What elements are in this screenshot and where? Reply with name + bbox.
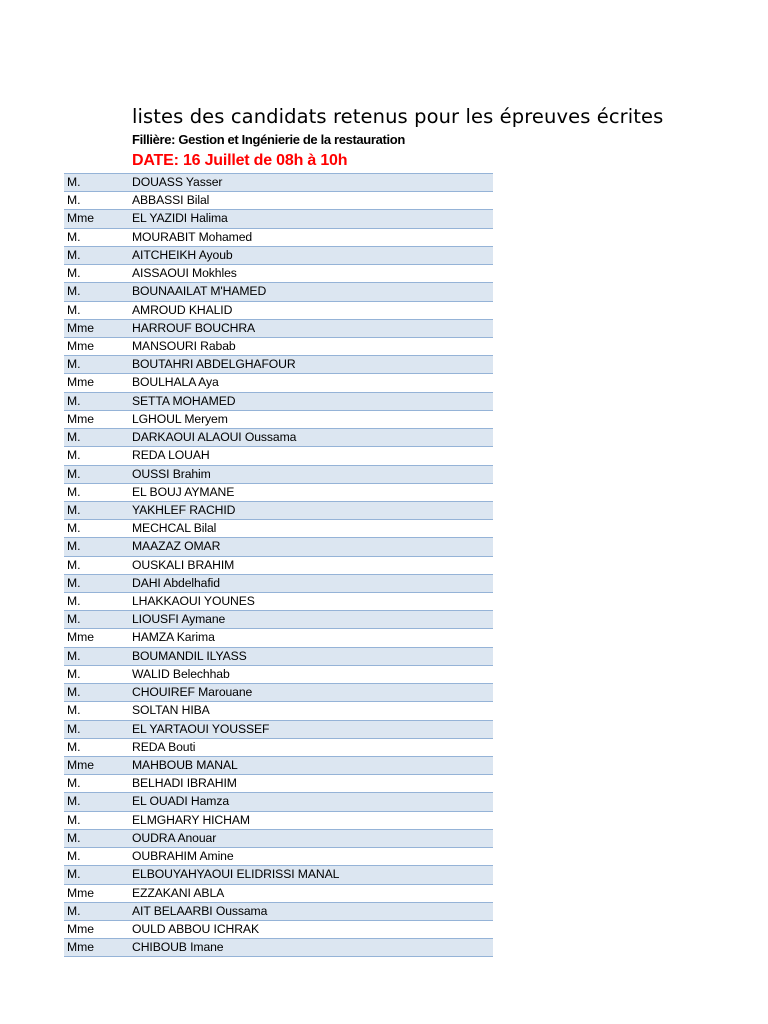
- candidate-name: SOLTAN HIBA: [132, 703, 210, 718]
- table-row: [64, 374, 493, 392]
- table-row: [64, 484, 493, 502]
- candidate-name: DOUASS Yasser: [132, 175, 223, 189]
- table-row: [64, 229, 493, 247]
- table-row: [64, 447, 493, 465]
- exam-date: DATE: 16 Juillet de 08h à 10h: [132, 152, 348, 169]
- candidate-name: BOUTAHRI ABDELGHAFOUR: [132, 357, 296, 372]
- candidate-name: ABBASSI Bilal: [132, 193, 210, 208]
- candidate-civility: Mme: [67, 885, 95, 900]
- candidate-name: EL YAZIDI Halima: [132, 211, 228, 226]
- table-row: [64, 757, 493, 775]
- candidate-civility: M.: [67, 502, 81, 517]
- candidate-civility: M.: [67, 666, 81, 681]
- candidate-name: AITCHEIKH Ayoub: [132, 247, 233, 262]
- candidate-civility: Mme: [67, 940, 95, 955]
- candidate-civility: M.: [67, 302, 81, 317]
- candidate-name: BOUNAAILAT M'HAMED: [132, 284, 267, 299]
- table-row: [64, 648, 493, 666]
- candidate-name: BOUMANDIL ILYASS: [132, 648, 247, 663]
- candidate-name: MOURABIT Mohamed: [132, 229, 253, 244]
- candidate-civility: M.: [67, 247, 81, 262]
- candidate-name: MANSOURI Rabab: [132, 338, 236, 353]
- candidate-civility: Mme: [67, 921, 95, 936]
- table-row: [64, 302, 493, 320]
- program-subtitle: Fillière: Gestion et Ingénierie de la restauration: [132, 132, 405, 147]
- table-row: [64, 611, 493, 629]
- candidate-civility: M.: [67, 739, 81, 754]
- candidate-civility: M.: [67, 193, 81, 208]
- table-row: [64, 557, 493, 575]
- candidate-name: REDA Bouti: [132, 739, 196, 754]
- candidate-name: AIT BELAARBI Oussama: [132, 903, 268, 918]
- candidate-civility: Mme: [67, 375, 95, 390]
- candidate-name: CHOUIREF Marouane: [132, 685, 253, 700]
- candidate-civility: M.: [67, 448, 81, 463]
- table-row: [64, 939, 493, 957]
- table-row: [64, 174, 493, 192]
- table-row: [64, 793, 493, 811]
- candidate-civility: M.: [67, 594, 81, 609]
- candidate-name: OUSKALI BRAHIM: [132, 557, 235, 572]
- candidate-name: MAHBOUB MANAL: [132, 758, 238, 772]
- candidate-civility: M.: [67, 648, 81, 663]
- table-row: [64, 502, 493, 520]
- candidate-civility: Mme: [67, 411, 95, 426]
- table-row: [64, 575, 493, 593]
- candidate-name: BELHADI IBRAHIM: [132, 776, 237, 791]
- candidate-civility: M.: [67, 685, 81, 700]
- candidate-name: LHAKKAOUI YOUNES: [132, 594, 255, 609]
- candidate-name: LGHOUL Meryem: [132, 411, 228, 426]
- table-row: [64, 192, 493, 210]
- table-row: [64, 466, 493, 484]
- table-row: [64, 593, 493, 611]
- candidate-name: REDA LOUAH: [132, 448, 210, 463]
- candidate-name: MECHCAL Bilal: [132, 521, 217, 536]
- table-row: [64, 210, 493, 228]
- table-row: [64, 320, 493, 338]
- table-row: [64, 629, 493, 647]
- candidate-name: HAMZA Karima: [132, 630, 215, 645]
- table-row: [64, 721, 493, 739]
- candidate-name: ELBOUYAHYAOUI ELIDRISSI MANAL: [132, 867, 340, 882]
- candidate-civility: M.: [67, 830, 81, 845]
- table-row: [64, 830, 493, 848]
- candidate-name: DAHI Abdelhafid: [132, 575, 220, 590]
- table-row: [64, 848, 493, 866]
- candidate-name: EL YARTAOUI YOUSSEF: [132, 721, 270, 736]
- candidate-civility: M.: [67, 867, 81, 882]
- candidate-civility: M.: [67, 721, 81, 736]
- candidate-name: LIOUSFI Aymane: [132, 612, 226, 627]
- candidate-name: BOULHALA Aya: [132, 375, 219, 390]
- table-row: [64, 283, 493, 301]
- candidate-civility: M.: [67, 466, 81, 481]
- table-row: [64, 885, 493, 903]
- table-row: [64, 702, 493, 720]
- candidate-civility: M.: [67, 284, 81, 299]
- table-row: [64, 666, 493, 684]
- candidate-name: OULD ABBOU ICHRAK: [132, 921, 259, 936]
- candidate-civility: M.: [67, 430, 81, 445]
- table-row: [64, 520, 493, 538]
- table-row: [64, 411, 493, 429]
- candidate-name: EL OUADI Hamza: [132, 794, 230, 809]
- candidate-name: CHIBOUB Imane: [132, 940, 224, 955]
- candidate-name: OUSSI Brahim: [132, 466, 211, 481]
- candidate-name: WALID Belechhab: [132, 666, 230, 681]
- candidate-civility: M.: [67, 794, 81, 809]
- candidate-name: OUBRAHIM Amine: [132, 849, 234, 864]
- table-row: [64, 538, 493, 556]
- table-row: [64, 921, 493, 939]
- candidate-civility: M.: [67, 557, 81, 572]
- candidate-name: OUDRA Anouar: [132, 830, 217, 845]
- candidate-name: DARKAOUI ALAOUI Oussama: [132, 430, 297, 445]
- page-title: listes des candidats retenus pour les épreuves écrites: [132, 105, 664, 128]
- candidate-civility: M.: [67, 393, 81, 408]
- candidate-civility: M.: [67, 229, 81, 244]
- candidate-civility: M.: [67, 484, 81, 499]
- candidate-name: ELMGHARY HICHAM: [132, 812, 250, 827]
- candidate-civility: Mme: [67, 320, 95, 335]
- table-row: [64, 265, 493, 283]
- table-row: [64, 903, 493, 921]
- candidate-name: HARROUF BOUCHRA: [132, 320, 256, 335]
- candidate-civility: M.: [67, 812, 81, 827]
- table-row: [64, 393, 493, 411]
- candidate-name: EL BOUJ AYMANE: [132, 484, 235, 499]
- table-row: [64, 356, 493, 374]
- table-row: [64, 866, 493, 884]
- candidate-civility: M.: [67, 849, 81, 864]
- table-row: [64, 338, 493, 356]
- candidate-civility: Mme: [67, 211, 95, 226]
- candidate-name: AISSAOUI Mokhles: [132, 266, 237, 281]
- table-row: [64, 247, 493, 265]
- candidate-civility: M.: [67, 175, 81, 189]
- candidate-civility: Mme: [67, 630, 95, 645]
- candidate-civility: M.: [67, 903, 81, 918]
- candidate-name: YAKHLEF RACHID: [132, 502, 236, 517]
- table-row: [64, 739, 493, 757]
- candidate-civility: Mme: [67, 758, 95, 772]
- candidate-civility: M.: [67, 521, 81, 536]
- candidates-table: [64, 173, 493, 957]
- candidate-civility: M.: [67, 357, 81, 372]
- table-row: [64, 775, 493, 793]
- table-row: [64, 429, 493, 447]
- candidate-civility: M.: [67, 612, 81, 627]
- candidate-civility: Mme: [67, 338, 95, 353]
- candidate-name: EZZAKANI ABLA: [132, 885, 225, 900]
- candidate-civility: M.: [67, 575, 81, 590]
- table-row: [64, 684, 493, 702]
- candidate-civility: M.: [67, 539, 81, 554]
- candidate-civility: M.: [67, 703, 81, 718]
- candidate-name: AMROUD KHALID: [132, 302, 233, 317]
- candidate-name: MAAZAZ OMAR: [132, 539, 221, 554]
- candidate-civility: M.: [67, 266, 81, 281]
- table-row: [64, 812, 493, 830]
- candidate-civility: M.: [67, 776, 81, 791]
- candidate-name: SETTA MOHAMED: [132, 393, 236, 408]
